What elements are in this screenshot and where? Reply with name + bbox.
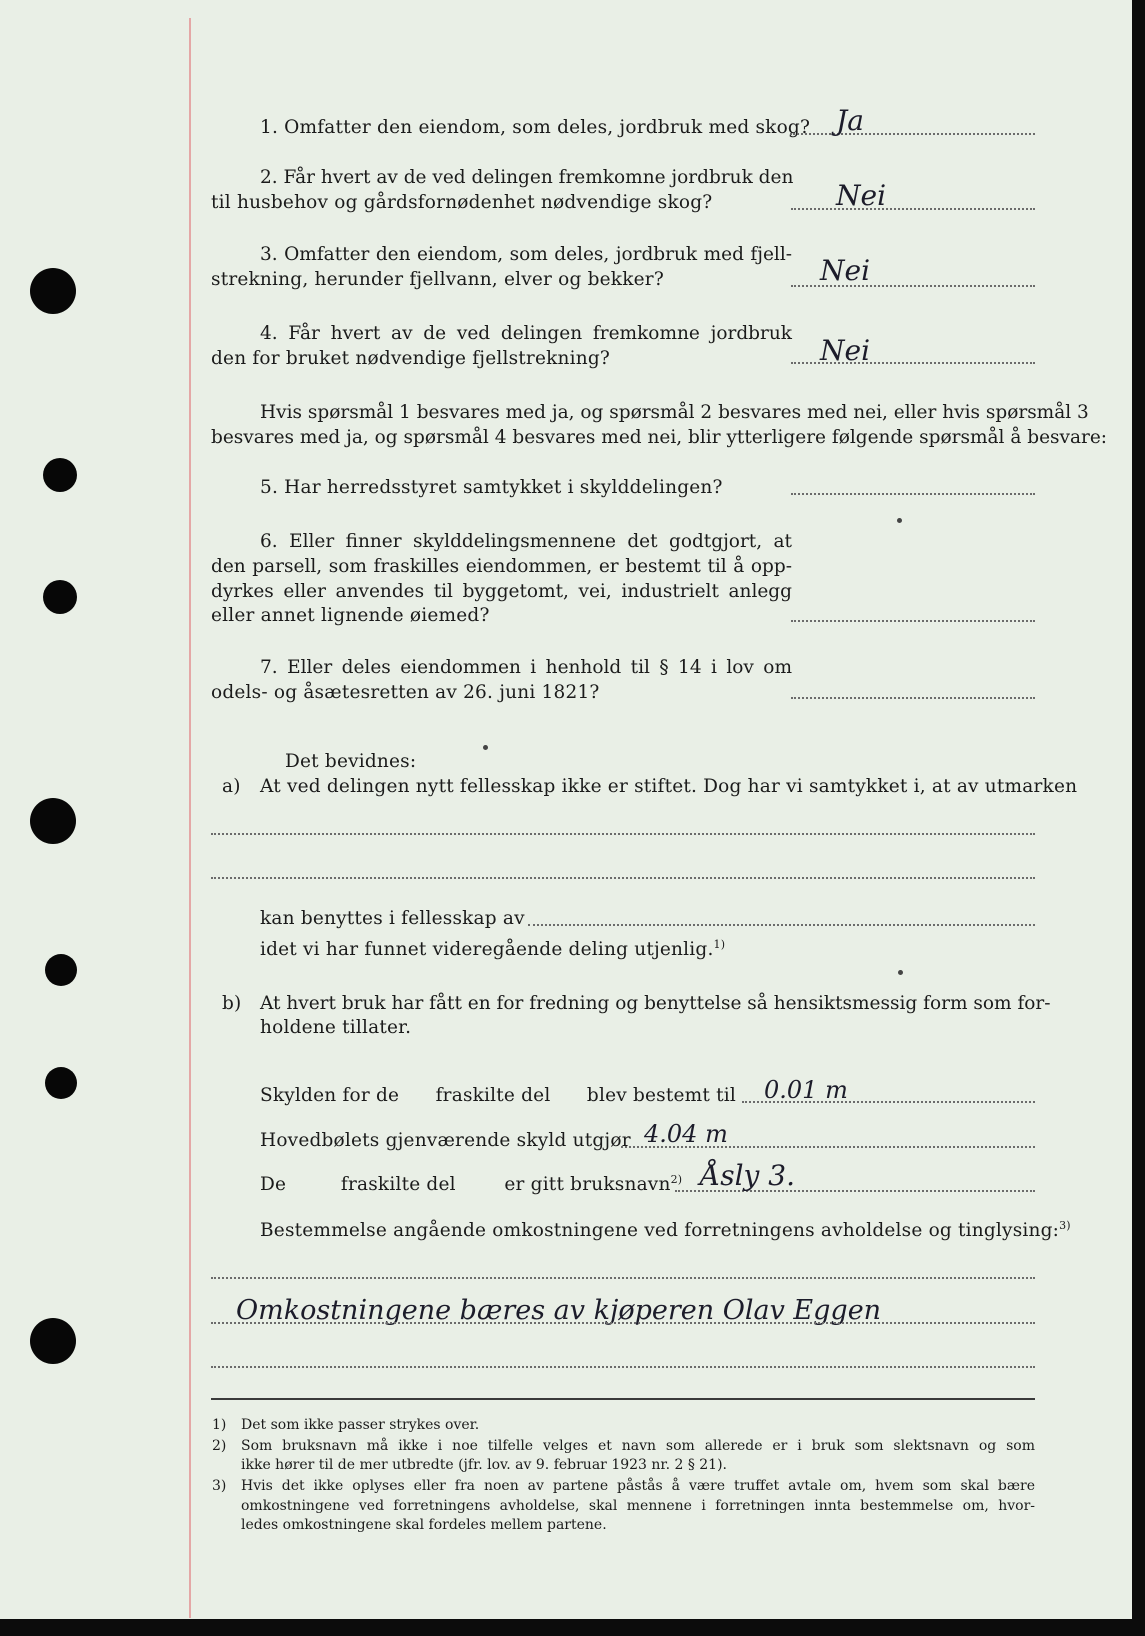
question-2-line-1: 2. Får hvert av de ved delingen fremkomne jordbruk den (260, 167, 794, 188)
answer-line-2 (791, 208, 1035, 210)
ink-speck (483, 745, 488, 750)
footnote-2-line-1: Som bruksnavn må ikke i noe tilfelle velges et navn som allerede er i bruk som slektsnavn og som (241, 1438, 1035, 1454)
answer-2: Nei (836, 179, 887, 212)
answer-line-7 (791, 697, 1035, 699)
punch-hole-2 (43, 458, 77, 492)
bruksnavn-value: Åsly 3. (700, 1159, 795, 1192)
unneeded-text: idet vi har funnet videregående deling utjenlig.$^{1)}$ (260, 937, 726, 960)
condition-line-1: Hvis spørsmål 1 besvares med ja, og spørsmål 2 besvares med nei, eller hvis spørsmål 3 (260, 402, 1089, 423)
omkostning-line-3 (211, 1366, 1035, 1368)
question-3-line-2: strekning, herunder fjellvann, elver og bekker? (211, 269, 664, 290)
blank-line-a2 (211, 877, 1035, 879)
answer-line-5 (791, 493, 1035, 495)
footnote-3-line-3: ledes omkostningene skal fordeles mellem partene. (241, 1517, 607, 1533)
answer-1: Ja (836, 104, 864, 137)
question-3-line-1: 3. Omfatter den eiendom, som deles, jordbruk med fjell- (260, 244, 792, 265)
question-7-line-2: odels- og åsætesretten av 26. juni 1821? (211, 682, 600, 703)
item-b-label: b) (222, 993, 242, 1014)
question-6-line-1: 6. Eller finner skylddelingsmennene det godtgjort, at (260, 531, 792, 552)
footnote-2-mark: 2) (212, 1438, 227, 1454)
hovedbol-label: Hovedbølets gjenværende skyld utgjør (260, 1130, 631, 1151)
question-6-line-4: eller annet lignende øiemed? (211, 605, 490, 626)
skyld-value: 0.01 m (764, 1076, 848, 1104)
hovedbol-value: 4.04 m (644, 1120, 728, 1148)
punch-hole-7 (30, 1318, 76, 1364)
footnote-rule (211, 1398, 1035, 1400)
question-6-line-3: dyrkes eller anvendes til byggetomt, vei, industrielt anlegg (211, 581, 792, 602)
ink-speck (897, 518, 902, 523)
omkostning-label: Bestemmelse angående omkostningene ved forretningens avholdelse og tinglysing:$^{3)}$ (260, 1218, 1071, 1241)
punch-hole-1 (30, 268, 76, 314)
footnote-2-line-2: ikke hører til de mer utbredte (jfr. lov. av 9. februar 1923 nr. 2 § 21). (241, 1457, 728, 1473)
question-4-line-1: 4. Får hvert av de ved delingen fremkomne jordbruk (260, 323, 792, 344)
ink-speck (898, 970, 903, 975)
punch-hole-4 (30, 798, 76, 844)
answer-line-1 (790, 133, 1035, 135)
answer-line-6 (791, 620, 1035, 622)
punch-hole-5 (45, 954, 77, 986)
skyld-label: Skylden for de fraskilte del blev bestemt til (260, 1085, 736, 1106)
punch-hole-6 (45, 1067, 77, 1099)
answer-3: Nei (820, 254, 871, 287)
footnote-3-mark: 3) (212, 1478, 227, 1494)
condition-line-2: besvares med ja, og spørsmål 4 besvares med nei, blir ytterligere følgende spørsmål å besvare: (211, 427, 1108, 448)
item-a-label: a) (222, 776, 241, 797)
bruksnavn-label: De fraskilte del er gitt bruksnavn$^{2)}$ (260, 1172, 683, 1195)
item-a-text: At ved delingen nytt fellesskap ikke er stiftet. Dog har vi samtykket i, at av utmarken (260, 776, 1078, 797)
shared-use-line (528, 924, 1035, 926)
blank-line-a1 (211, 833, 1035, 835)
omkostning-value: Omkostningene bæres av kjøperen Olav Eggen (236, 1295, 882, 1326)
footnote-3-line-1: Hvis det ikke oplyses eller fra noen av partene påstås å være truffet avtale om, hvem som skal bære (241, 1478, 1035, 1494)
question-2-line-2: til husbehov og gårdsfornødenhet nødvendige skog? (211, 192, 713, 213)
question-4-line-2: den for bruket nødvendige fjellstrekning? (211, 348, 611, 369)
footnote-1: Det som ikke passer strykes over. (241, 1417, 480, 1433)
footnote-1-mark: 1) (212, 1417, 227, 1433)
question-6-line-2: den parsell, som fraskilles eiendommen, er bestemt til å opp- (211, 556, 792, 577)
red-margin-line (189, 18, 191, 1618)
footnote-3-line-2: omkostningene ved forretningens avholdelse, skal mennene i forretningen innta bestemmelse om, hvor- (241, 1498, 1035, 1514)
question-7-line-1: 7. Eller deles eiendommen i henhold til § 14 i lov om (260, 657, 792, 678)
shared-use-label: kan benyttes i fellesskap av (260, 908, 525, 929)
omkostning-line-2 (211, 1322, 1035, 1324)
punch-hole-3 (43, 580, 77, 614)
question-5: 5. Har herredsstyret samtykket i skylddelingen? (260, 477, 723, 498)
item-b-line-1: At hvert bruk har fått en for fredning og benyttelse så hensiktsmessig form som for- (260, 993, 1051, 1014)
answer-4: Nei (820, 334, 871, 367)
item-b-line-2: holdene tillater. (260, 1017, 412, 1038)
question-1: 1. Omfatter den eiendom, som deles, jordbruk med skog? (260, 117, 811, 138)
attest-heading: Det bevidnes: (285, 751, 417, 772)
omkostning-line-1 (211, 1277, 1035, 1279)
